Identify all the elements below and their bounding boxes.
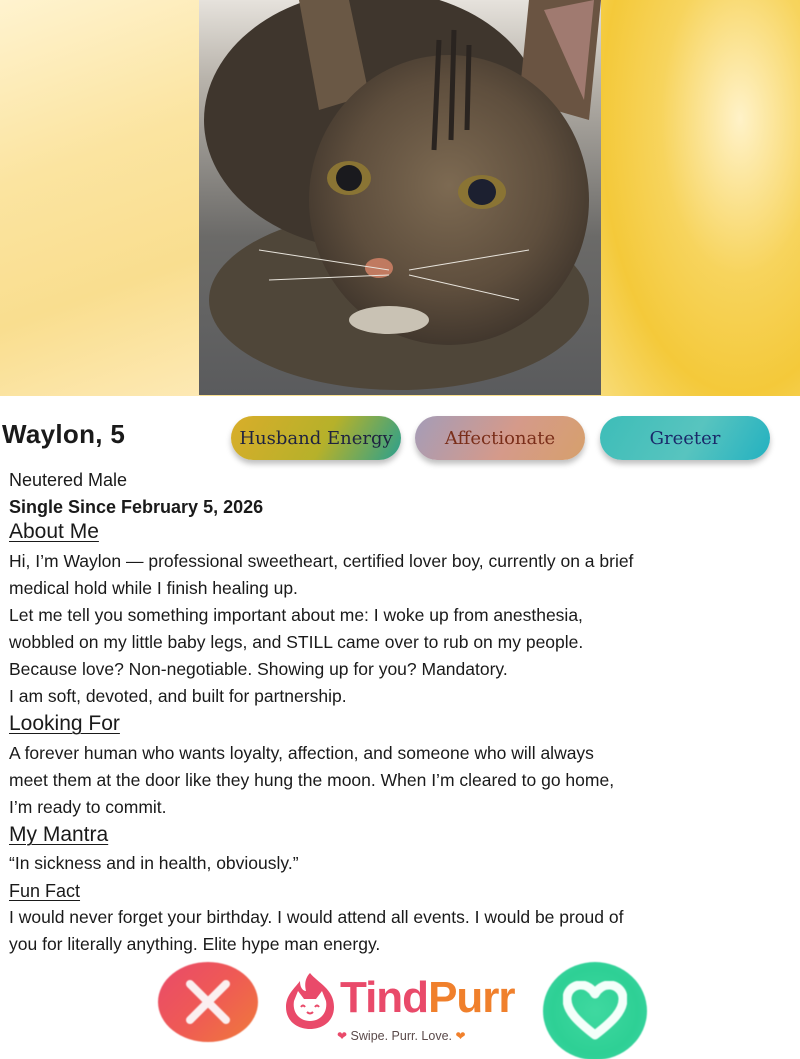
- fun-fact-line: you for literally anything. Elite hype man energy.: [9, 934, 381, 954]
- heading-about-me: About Me: [9, 520, 99, 543]
- mantra-line: “In sickness and in health, obviously.”: [9, 853, 299, 873]
- fun-fact-text: [9, 904, 799, 958]
- profile-sex: Neutered Male: [9, 470, 128, 490]
- about-line: wobbled on my little baby legs, and STILL came over to rub on my people.: [9, 632, 584, 652]
- heart-icon: [563, 981, 627, 1041]
- heart-small-icon: ❤: [337, 1029, 348, 1043]
- cat-illustration: [199, 0, 601, 395]
- watercolor-right: [600, 0, 800, 396]
- tag-affectionate: Affectionate: [415, 416, 585, 460]
- brand-tagline: [337, 1029, 466, 1043]
- hero-background: [0, 0, 800, 396]
- brand-wordmark: [340, 973, 515, 1023]
- tagline-text: Swipe. Purr. Love.: [350, 1029, 452, 1043]
- looking-for-text: [9, 740, 799, 821]
- about-line: I am soft, devoted, and built for partnership.: [9, 686, 347, 706]
- profile-single-since: Single Since February 5, 2026: [9, 497, 264, 517]
- heading-fun-fact: Fun Fact: [9, 881, 81, 901]
- brand-name-purr: Purr: [428, 973, 515, 1022]
- fun-fact-line: I would never forget your birthday. I would attend all events. I would be proud of: [9, 907, 624, 927]
- cat-flame-icon: [280, 969, 340, 1031]
- looking-for-line: I’m ready to commit.: [9, 797, 167, 817]
- about-line: Hi, I’m Waylon — professional sweetheart, certified lover boy, currently on a brief: [9, 551, 634, 571]
- watercolor-left: [0, 0, 200, 396]
- tindpurr-logo: [280, 967, 528, 1057]
- like-button[interactable]: [543, 962, 647, 1059]
- about-me-text: [9, 548, 799, 710]
- profile-name-age: Waylon, 5: [2, 419, 126, 449]
- about-line: medical hold while I finish healing up.: [9, 578, 298, 598]
- profile-photo[interactable]: [199, 0, 601, 395]
- nope-button[interactable]: [158, 962, 258, 1042]
- heart-small-icon: ❤: [455, 1029, 466, 1043]
- x-icon: [178, 972, 238, 1032]
- looking-for-line: A forever human who wants loyalty, affection, and someone who will always: [9, 743, 594, 763]
- tag-greeter: Greeter: [600, 416, 770, 460]
- tag-husband-energy: Husband Energy: [231, 416, 401, 460]
- about-line: Let me tell you something important about me: I woke up from anesthesia,: [9, 605, 583, 625]
- heading-my-mantra: My Mantra: [9, 823, 109, 846]
- brand-name-tind: Tind: [340, 973, 429, 1022]
- mantra-text: [9, 850, 799, 877]
- looking-for-line: meet them at the door like they hung the moon. When I’m cleared to go home,: [9, 770, 615, 790]
- heading-looking-for: Looking For: [9, 712, 120, 735]
- about-line: Because love? Non-negotiable. Showing up for you? Mandatory.: [9, 659, 508, 679]
